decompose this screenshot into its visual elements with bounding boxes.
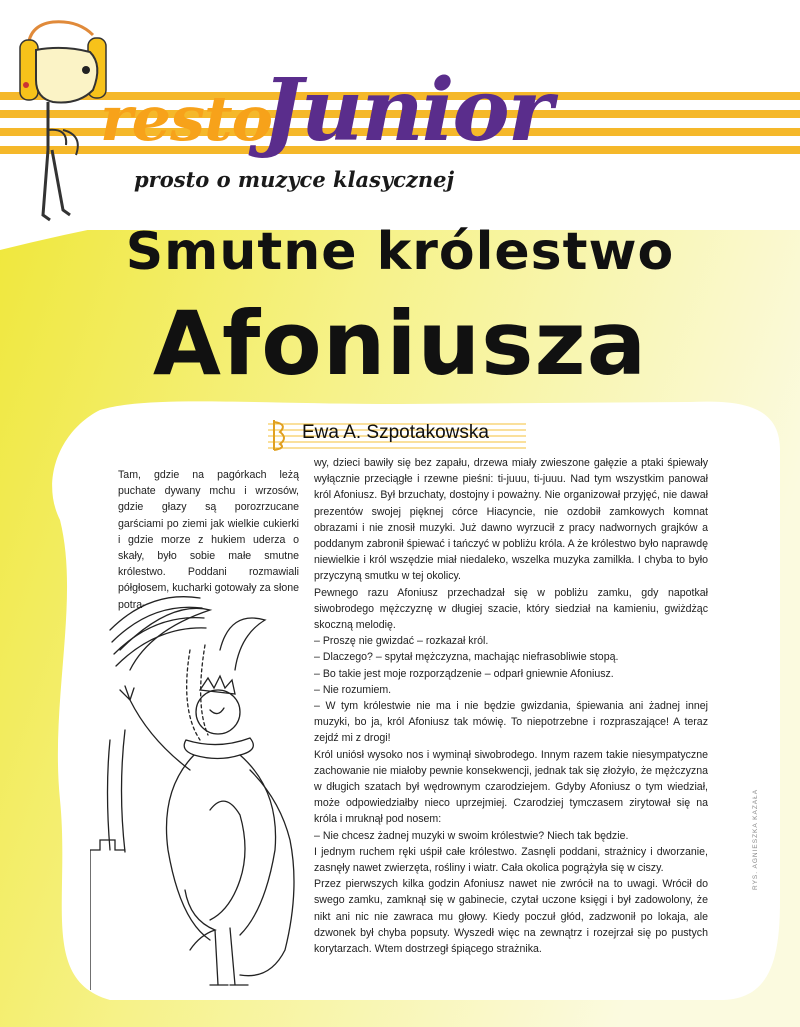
paragraph: Przez pierwszych kilka godzin Afoniusz nawet nie zwrócił na to uwagi. Wrócił do swego zamku, zamknął się w gabinecie, czytał uczone księgi i był zadowolony, że nikt ani nic nie zawraca mu głowy. Kiedy poczuł głód, zadzwonił po lokaja, ale dzwonek był chyba popsuty. Wyszedł więc na zewnątrz i rozejrzał się po pustych korytarzach. Wtem dostrzegł śpiącego strażnika. [314,878,708,956]
paragraph: – Nie rozumiem. [314,683,392,696]
paragraph: – Nie chcesz żadnej muzyki w swoim królestwie? Niech tak będzie. [314,829,629,842]
illustration-credit: RYS. AGNIESZKA KAZAŁA [752,788,759,890]
article-column-2 [314,455,708,957]
author-name: Ewa A. Szpotakowska [302,422,489,443]
magazine-header [0,0,800,230]
paragraph: – Bo takie jest moje rozporządzenie – odparł gniewnie Afoniusz. [314,667,614,680]
king-illustration [90,590,305,990]
paragraph: Król uniósł wysoko nos i wyminął siwobrodego. Innym razem takie niesympatyczne zachowanie nie miałoby pewnie konsekwencji, jednak tak się złożyło, że mężczyzna w długich szatach był wędrownym czarodziejem. Gdyby Afoniusz o tym wiedział, może odpowiedziałby nieco uprzejmiej. Czarodziej tymczasem zirytował się na króla i mruknął pod nosem: [314,748,708,826]
brand-presto: resto [100,82,273,155]
brand-junior: Junior [262,60,552,161]
paragraph: wy, dzieci bawiły się bez zapału, drzewa miały zwieszone gałęzie a ptaki śpiewały wyłącznie przeciągłe i rzewne pieśni: ti-juuu, ti-juuu. Nad tym wszystkim panował król Afoniusz. Był brzuchaty, dostojny i poważny. Nie organizował przyjęć, nie dawał prezentów swojej pięknej córce Hiacyncie, nie ozdobił zamkowych komnat obrazami i nie znosił muzyki. Już dawno wyrzucił z pracy nadwornych grajków a poddanym zabronił śpiewać i tańczyć w pobliżu króla. A że królestwo było naprawdę niewielkie i król wszędzie miał niedaleko, wszelka muzyka zamilkła. I chyba to było przyczyną smutku w tej okolicy. [314,457,708,583]
paragraph: – Dlaczego? – spytał mężczyzna, machając niefrasobliwie stopą. [314,651,619,664]
paragraph: Pewnego razu Afoniusz przechadzał się w pobliżu zamku, gdy napotkał siwobrodego mężczyznę w długiej szacie, który siedział na kamieniu, gwiżdżąc skoczną melodię. [314,586,708,632]
article-title-line1: Smutne królestwo [125,222,675,282]
paragraph: I jednym ruchem ręki uśpił całe królestwo. Zasnęli poddani, strażnicy i dworzanie, zasnęły nawet zwierzęta, rośliny i wiatr. Cała okolica pogrążyła się w ciszy. [314,845,708,875]
article-title-line2: Afoniusza [152,292,648,395]
tagline: prosto o muzyce klasycznej [134,167,455,192]
paragraph: Tam, gdzie na pagórkach leżą puchate dywany mchu i wrzosów, gdzie głazy są porozrzucane garściami po ziemi jak wielkie cukierki i gdzie morze z hukiem uderza o skały, było sobie małe smutne królestwo. Poddani rozmawiali półgłosem, kucharki gotowały za słone potra- [118,469,299,611]
paragraph: – Proszę nie gwizdać – rozkazał król. [314,635,489,648]
paragraph: – W tym królestwie nie ma i nie będzie gwizdania, śpiewania ani żadnej innej muzyki, bo ja, król Afoniusz tak mówię. To niepotrzebne i rozpraszające! A teraz zejdź mi z drogi! [314,700,708,745]
author-line [268,418,526,452]
